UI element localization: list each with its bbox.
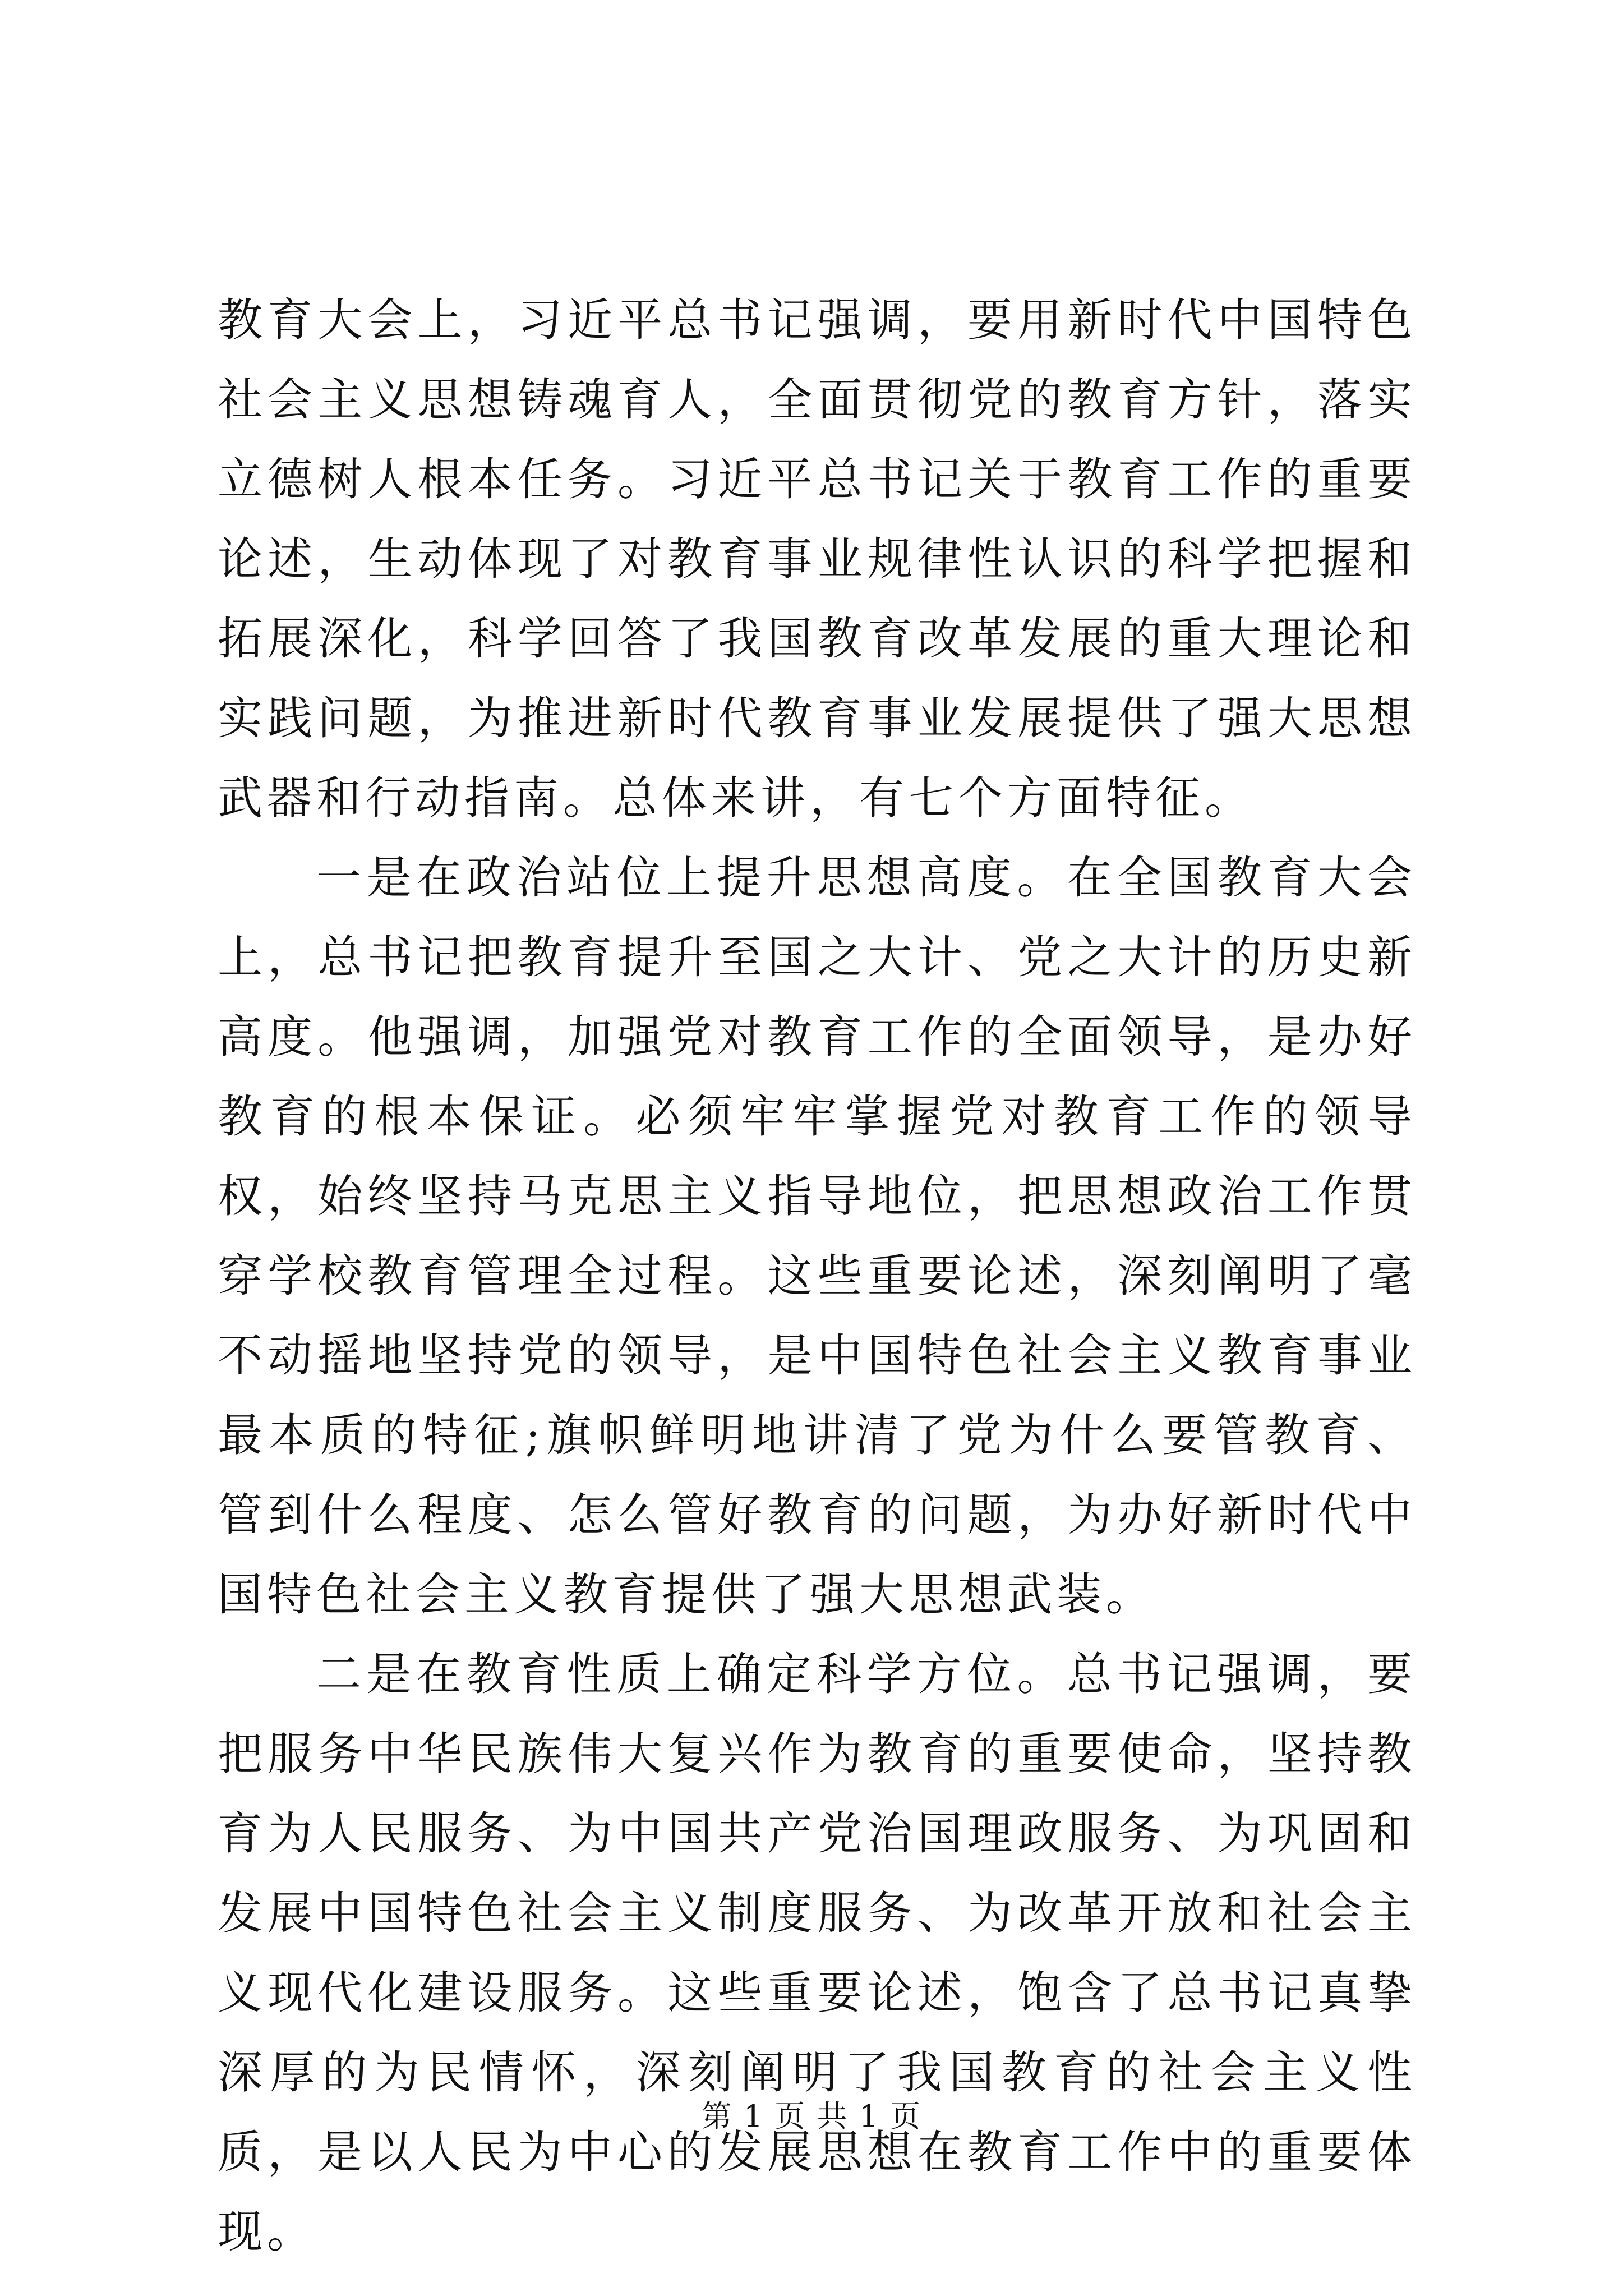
page-footer: 第 1 页 共 1 页 <box>701 2099 922 2134</box>
paragraph-point-two: 二是在教育性质上确定科学方位。总书记强调，要把服务中华民族伟大复兴作为教育的重要使命，坚持教育为人民服务、为中国共产党治国理政服务、为巩固和发展中国特色社会主义制度服务、为改革开放和社会主义现代化建设服务。这些重要论述，饱含了总书记真挚深厚的为民情怀，深刻阐明了我国教育的社会主义性质，是以人民为中心的发展思想在教育工作中的重要体现。 <box>218 1648 1417 2258</box>
document-body <box>218 280 1417 2272</box>
paragraph-intro: 教育大会上，习近平总书记强调，要用新时代中国特色社会主义思想铸魂育人，全面贯彻党的教育方针，落实立德树人根本任务。习近平总书记关于教育工作的重要论述，生动体现了对教育事业规律性认识的科学把握和拓展深化，科学回答了我国教育改革发展的重大理论和实践问题，为推进新时代教育事业发展提供了强大思想武器和行动指南。总体来讲，有七个方面特征。 <box>218 294 1417 824</box>
paragraph-point-one: 一是在政治站位上提升思想高度。在全国教育大会上，总书记把教育提升至国之大计、党之大计的历史新高度。他强调，加强党对教育工作的全面领导，是办好教育的根本保证。必须牢牢掌握党对教育工作的领导权，始终坚持马克思主义指导地位，把思想政治工作贯穿学校教育管理全过程。这些重要论述，深刻阐明了毫不动摇地坚持党的领导，是中国特色社会主义教育事业最本质的特征;旗帜鲜明地讲清了党为什么要管教育、管到什么程度、怎么管好教育的问题，为办好新时代中国特色社会主义教育提供了强大思想武装。 <box>218 852 1417 1621</box>
